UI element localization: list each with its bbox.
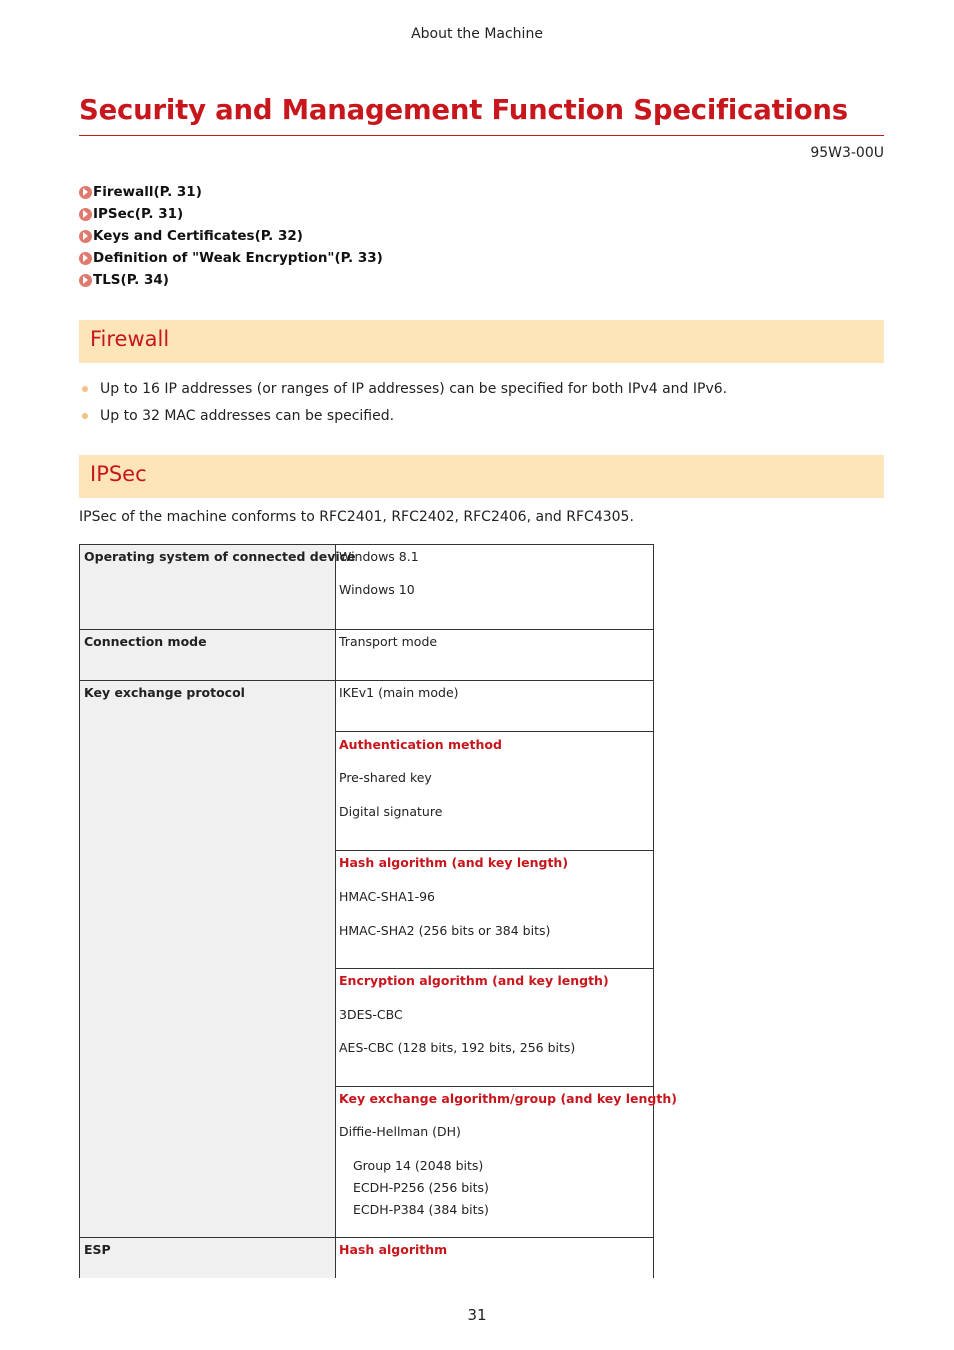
table-row bbox=[80, 630, 654, 681]
toc-link-label: Definition of "Weak Encryption"(P. 33) bbox=[93, 250, 383, 266]
toc-link-label: Firewall(P. 31) bbox=[93, 184, 202, 200]
row-header-connection-mode: Connection mode bbox=[80, 630, 336, 681]
cell-authentication-method: Authentication method Pre-shared key Digital signature bbox=[336, 732, 654, 851]
bullet-icon bbox=[82, 386, 88, 392]
arrow-right-icon bbox=[79, 274, 92, 287]
document-code: 95W3-00U bbox=[810, 145, 884, 161]
ipsec-spec-table bbox=[79, 544, 677, 1278]
cell-encryption-algorithm: Encryption algorithm (and key length) 3DES-CBC AES-CBC (128 bits, 192 bits, 256 bits) bbox=[336, 969, 654, 1087]
table-row bbox=[80, 1238, 654, 1279]
toc-link-tls[interactable] bbox=[79, 269, 383, 291]
toc-link-label: Keys and Certificates(P. 32) bbox=[93, 228, 303, 244]
running-header: About the Machine bbox=[411, 26, 543, 42]
cell-os: Windows 8.1 Windows 10 bbox=[336, 545, 654, 630]
cell-hash-algorithm: Hash algorithm (and key length) HMAC-SHA1-96 HMAC-SHA2 (256 bits or 384 bits) bbox=[336, 851, 654, 969]
ipsec-intro-text: IPSec of the machine conforms to RFC2401, RFC2402, RFC2406, and RFC4305. bbox=[79, 509, 634, 525]
row-header-esp: ESP bbox=[80, 1238, 336, 1279]
table-row bbox=[80, 681, 654, 732]
section-header-firewall bbox=[79, 320, 884, 363]
cell-esp-hash: Hash algorithm bbox=[336, 1238, 654, 1279]
section-header-ipsec bbox=[79, 455, 884, 498]
cell-key-exchange-group: Key exchange algorithm/group (and key length) Diffie-Hellman (DH) Group 14 (2048 bits) ECDH-P256 (256 bits) ECDH-P384 (384 bits) bbox=[336, 1087, 654, 1238]
section-title-firewall: Firewall bbox=[90, 327, 170, 351]
arrow-right-icon bbox=[79, 186, 92, 199]
toc-link-firewall[interactable] bbox=[79, 181, 383, 203]
toc-link-label: TLS(P. 34) bbox=[93, 272, 169, 288]
row-header-key-exchange: Key exchange protocol bbox=[80, 681, 336, 1238]
toc-link-ipsec[interactable] bbox=[79, 203, 383, 225]
arrow-right-icon bbox=[79, 252, 92, 265]
section-title-ipsec: IPSec bbox=[90, 462, 147, 486]
toc-link-weak-encryption[interactable] bbox=[79, 247, 383, 269]
row-header-os: Operating system of connected device bbox=[80, 545, 336, 630]
title-divider bbox=[79, 135, 884, 136]
arrow-right-icon bbox=[79, 208, 92, 221]
page-title: Security and Management Function Specifications bbox=[79, 94, 848, 126]
table-row bbox=[80, 545, 654, 630]
list-item bbox=[79, 402, 727, 429]
cell-key-exchange-protocol: IKEv1 (main mode) bbox=[336, 681, 654, 732]
list-item bbox=[79, 375, 727, 402]
bullet-icon bbox=[82, 413, 88, 419]
page-number: 31 bbox=[467, 1306, 487, 1324]
table-of-contents bbox=[79, 181, 383, 291]
cell-connection-mode: Transport mode bbox=[336, 630, 654, 681]
arrow-right-icon bbox=[79, 230, 92, 243]
bullet-text: Up to 16 IP addresses (or ranges of IP addresses) can be specified for both IPv4 and IPv6. bbox=[100, 380, 728, 397]
firewall-bullet-list bbox=[79, 375, 727, 429]
toc-link-keys-and-certificates[interactable] bbox=[79, 225, 383, 247]
bullet-text: Up to 32 MAC addresses can be specified. bbox=[100, 407, 395, 424]
toc-link-label: IPSec(P. 31) bbox=[93, 206, 184, 222]
